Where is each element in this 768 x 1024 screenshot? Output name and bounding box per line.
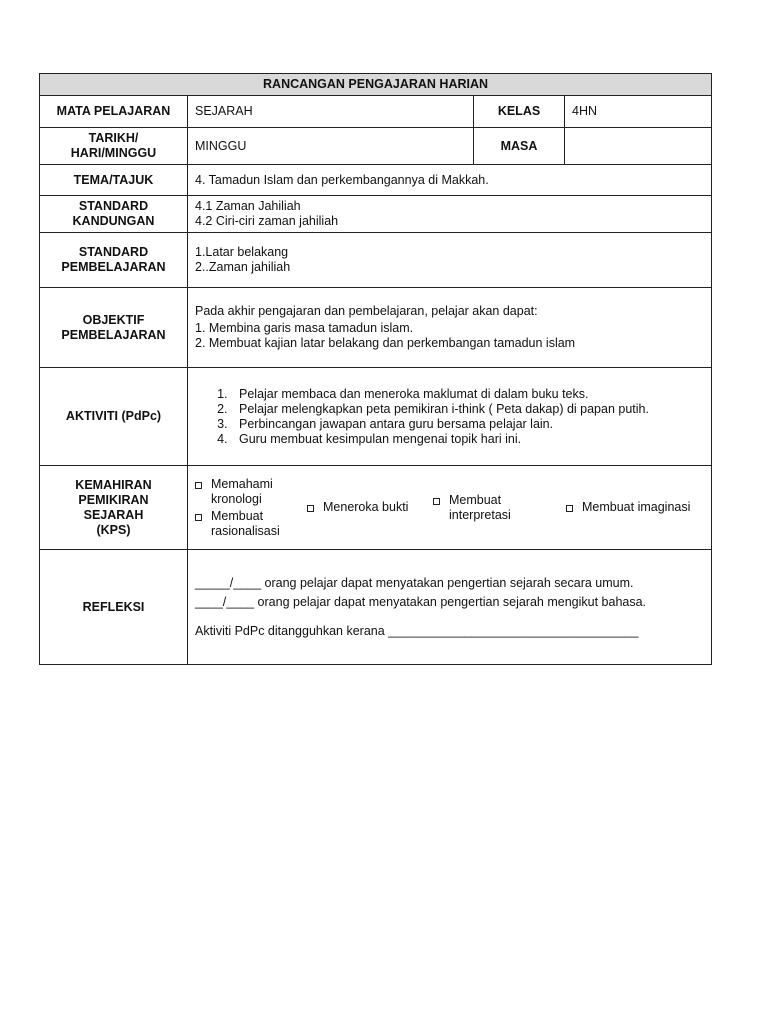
aktiviti-label: AKTIVITI (PdPc) bbox=[40, 368, 188, 466]
objektif-label bbox=[40, 288, 188, 368]
kps-option-line: Memahami bbox=[211, 476, 273, 491]
kps-option-meneroka-bukti[interactable] bbox=[307, 500, 433, 515]
objektif-value bbox=[188, 288, 712, 368]
refleksi-label: REFLEKSI bbox=[40, 550, 188, 665]
refleksi-line: ____/____ orang pelajar dapat menyatakan pengertian sejarah mengikut bahasa. bbox=[195, 594, 647, 609]
kps-option-membuat-imaginasi[interactable] bbox=[566, 500, 690, 515]
aktiviti-item: 3. Perbincangan jawapan antara guru bersama pelajar lain. bbox=[231, 417, 704, 432]
kps-column bbox=[307, 499, 433, 516]
kps-label bbox=[40, 466, 188, 550]
masa-label: MASA bbox=[474, 128, 565, 165]
kps-option-line: kronologi bbox=[211, 491, 262, 506]
kps-option-membuat-interpretasi[interactable] bbox=[433, 493, 566, 523]
standard-pembelajaran-item: 2..Zaman jahiliah bbox=[195, 260, 291, 274]
aktiviti-item: 4. Guru membuat kesimpulan mengenai topik hari ini. bbox=[231, 432, 704, 447]
aktiviti-item: 1. Pelajar membaca dan meneroka maklumat di dalam buku teks. bbox=[231, 387, 704, 402]
kps-option-line: Membuat bbox=[449, 492, 502, 507]
tarikh-label bbox=[40, 128, 188, 165]
kps-label-line1: KEMAHIRAN bbox=[75, 477, 152, 492]
standard-kandungan-label-line2: KANDUNGAN bbox=[72, 214, 155, 228]
objektif-label-line1: OBJEKTIF bbox=[82, 312, 145, 327]
standard-pembelajaran-label-line2: PEMBELAJARAN bbox=[61, 260, 166, 274]
standard-pembelajaran-value bbox=[188, 233, 712, 288]
aktiviti-value bbox=[188, 368, 712, 466]
kelas-label: KELAS bbox=[474, 96, 565, 128]
aktiviti-list bbox=[195, 387, 704, 447]
standard-kandungan-item: 4.1 Zaman Jahiliah bbox=[195, 199, 301, 213]
kelas-value: 4HN bbox=[565, 96, 712, 128]
objektif-item: 1. Membina garis masa tamadun islam. bbox=[195, 321, 414, 335]
kps-label-line2: PEMIKIRAN SEJARAH bbox=[78, 492, 149, 522]
objektif-item: 2. Membuat kajian latar belakang dan perkembangan tamadun islam bbox=[195, 336, 576, 350]
refleksi-line: _____/____ orang pelajar dapat menyatakan pengertian sejarah secara umum. bbox=[195, 575, 634, 590]
kps-options bbox=[188, 466, 712, 550]
mata-pelajaran-value: SEJARAH bbox=[188, 96, 474, 128]
standard-kandungan-value bbox=[188, 196, 712, 233]
masa-value bbox=[565, 128, 712, 165]
kps-label-line3: (KPS) bbox=[96, 522, 131, 537]
kps-column bbox=[566, 499, 690, 516]
kps-option-line: interpretasi bbox=[449, 507, 511, 522]
standard-kandungan-label bbox=[40, 196, 188, 233]
kps-option-line: rasionalisasi bbox=[211, 523, 280, 538]
tarikh-label-line1: TARIKH/ bbox=[88, 131, 139, 145]
kps-option-line: Membuat imaginasi bbox=[582, 500, 691, 514]
tema-value: 4. Tamadun Islam dan perkembangannya di Makkah. bbox=[188, 165, 712, 196]
tarikh-value: MINGGU bbox=[188, 128, 474, 165]
standard-kandungan-item: 4.2 Ciri-ciri zaman jahiliah bbox=[195, 214, 339, 228]
kps-option-line: Meneroka bukti bbox=[323, 500, 409, 514]
kps-option-membuat-rasionalisasi[interactable] bbox=[195, 509, 307, 539]
kps-column bbox=[433, 492, 566, 524]
checkbox[interactable] bbox=[307, 505, 314, 512]
table-title: RANCANGAN PENGAJARAN HARIAN bbox=[40, 74, 712, 96]
objektif-intro: Pada akhir pengajaran dan pembelajaran, pelajar akan dapat: bbox=[195, 304, 538, 318]
tarikh-label-line2: HARI/MINGGU bbox=[70, 146, 157, 160]
objektif-label-line2: PEMBELAJARAN bbox=[61, 327, 166, 342]
kps-option-memahami-kronologi[interactable] bbox=[195, 477, 307, 507]
mata-pelajaran-label: MATA PELAJARAN bbox=[40, 96, 188, 128]
kps-column bbox=[195, 476, 307, 540]
standard-pembelajaran-item: 1.Latar belakang bbox=[195, 245, 289, 259]
checkbox[interactable] bbox=[195, 482, 202, 489]
checkbox[interactable] bbox=[566, 505, 573, 512]
refleksi-value bbox=[188, 550, 712, 665]
checkbox[interactable] bbox=[195, 514, 202, 521]
checkbox[interactable] bbox=[433, 498, 440, 505]
aktiviti-item: 2. Pelajar melengkapkan peta pemikiran i-think ( Peta dakap) di papan putih. bbox=[231, 402, 704, 417]
kps-option-line: Membuat bbox=[211, 508, 264, 523]
standard-pembelajaran-label bbox=[40, 233, 188, 288]
kps-options-row bbox=[195, 476, 704, 540]
standard-pembelajaran-label-line1: STANDARD bbox=[78, 245, 149, 259]
lesson-plan-table bbox=[39, 73, 712, 665]
standard-kandungan-label-line1: STANDARD bbox=[78, 199, 149, 213]
refleksi-line: Aktiviti PdPc ditangguhkan kerana ____________________________________ bbox=[195, 623, 639, 638]
tema-label: TEMA/TAJUK bbox=[40, 165, 188, 196]
